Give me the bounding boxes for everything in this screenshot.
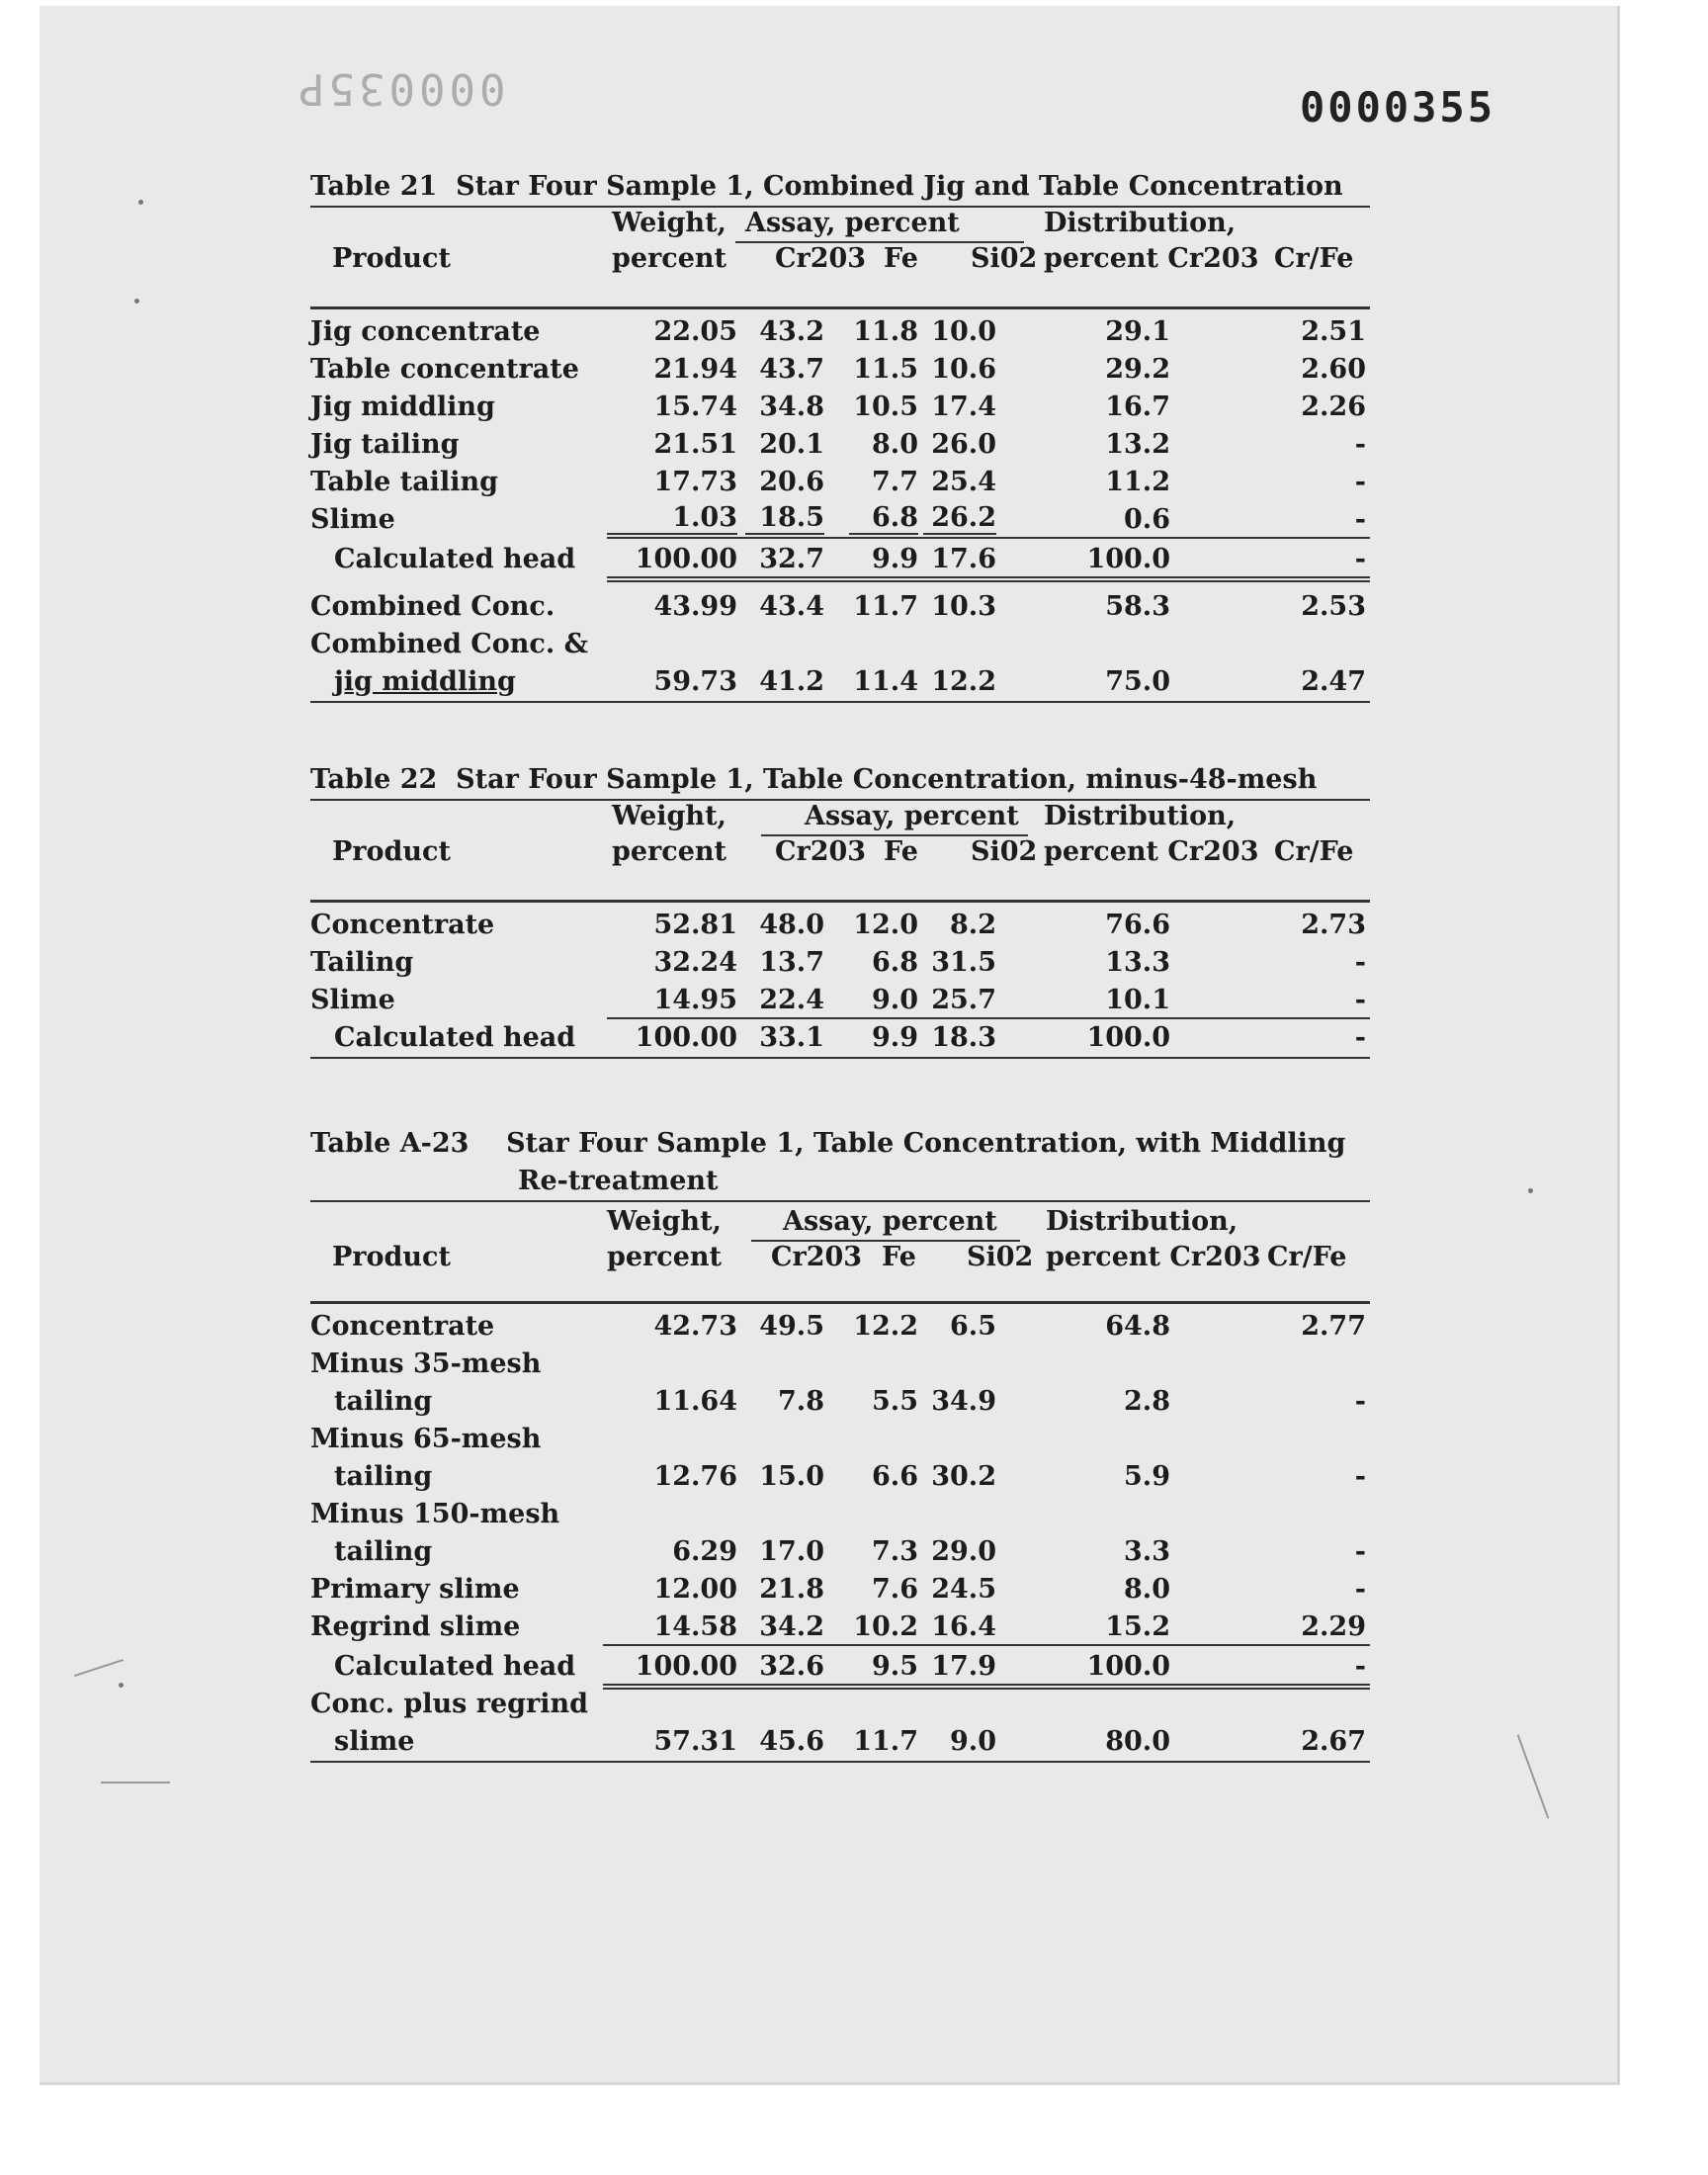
cell-product: Tailing <box>310 947 414 978</box>
cell-crfe: 2.60 <box>1301 354 1366 385</box>
cell-crfe: - <box>1354 1386 1366 1417</box>
cell-product-line1: Minus 35-mesh <box>310 1348 542 1379</box>
cell-cr2o3: 15.0 <box>759 1461 824 1492</box>
col-cr2o3: Cr203 <box>775 243 867 274</box>
table-row <box>310 1019 1370 1059</box>
cell-weight: 22.05 <box>653 316 737 347</box>
table-row <box>310 1496 1370 1571</box>
cell-crfe: 2.26 <box>1301 392 1366 422</box>
cell-fe: 11.5 <box>853 354 918 385</box>
cell-sio2: 10.3 <box>931 591 996 622</box>
cell-sio2: 8.2 <box>950 910 996 940</box>
table-21 <box>310 168 1370 703</box>
col-assay: Assay, percent <box>783 1206 997 1237</box>
cell-crfe: - <box>1354 1574 1366 1605</box>
cell-sio2: 10.0 <box>931 316 996 347</box>
cell-cr2o3: 32.6 <box>759 1651 824 1682</box>
cell-product-line1: Conc. plus regrind <box>310 1689 589 1719</box>
cell-crfe: - <box>1354 1536 1366 1567</box>
cell-weight: 1.03 <box>607 502 737 535</box>
cell-sio2: 24.5 <box>931 1574 996 1605</box>
cell-fe: 6.6 <box>872 1461 918 1492</box>
table-row <box>310 1571 1370 1609</box>
cell-product-line2: tailing <box>334 1386 433 1417</box>
cell-cr2o3: 45.6 <box>759 1726 824 1757</box>
cell-distribution: 58.3 <box>1105 591 1170 622</box>
cell-fe: 7.3 <box>872 1536 918 1567</box>
cell-product: Primary slime <box>310 1574 520 1605</box>
col-crfe: Cr/Fe <box>1274 836 1354 867</box>
cell-product-line1: Combined Conc. & <box>310 629 589 659</box>
cell-weight: 57.31 <box>653 1726 737 1757</box>
cell-weight: 100.00 <box>635 544 737 574</box>
cell-distribution: 16.7 <box>1105 392 1170 422</box>
cell-crfe: - <box>1354 544 1366 574</box>
cell-fe: 8.0 <box>872 429 918 460</box>
cell-sio2: 9.0 <box>950 1726 996 1757</box>
cell-crfe: - <box>1354 1651 1366 1682</box>
cell-cr2o3: 22.4 <box>759 985 824 1015</box>
cell-sio2: 18.3 <box>931 1022 996 1053</box>
cell-fe: 11.7 <box>853 591 918 622</box>
page-number: 0000355 <box>1300 83 1496 131</box>
cell-product: Slime <box>310 985 395 1015</box>
col-distribution-line2: percent Cr203 <box>1044 836 1259 867</box>
cell-weight: 14.95 <box>653 985 737 1015</box>
table-row <box>310 426 1370 464</box>
scan-speck <box>134 299 139 304</box>
scan-speck <box>138 200 143 205</box>
cell-cr2o3: 48.0 <box>759 910 824 940</box>
cell-product: Concentrate <box>310 1311 495 1342</box>
col-cr2o3: Cr203 <box>775 836 867 867</box>
table-row <box>310 626 1370 703</box>
cell-product-line1: Minus 150-mesh <box>310 1499 560 1529</box>
cell-distribution: 64.8 <box>1105 1311 1170 1342</box>
cell-product-line2: slime <box>334 1726 415 1757</box>
cell-cr2o3: 20.6 <box>759 467 824 497</box>
col-crfe: Cr/Fe <box>1267 1242 1347 1272</box>
table-label: Table A-23 <box>310 1128 470 1159</box>
cell-distribution: 13.2 <box>1105 429 1170 460</box>
cell-distribution: 0.6 <box>1124 504 1170 535</box>
cell-sio2: 31.5 <box>931 947 996 978</box>
cell-product: Calculated head <box>334 1022 576 1053</box>
table-row <box>310 539 1370 578</box>
cell-weight: 21.51 <box>653 429 737 460</box>
cell-crfe: 2.51 <box>1301 316 1366 347</box>
col-distribution-line1: Distribution, <box>1044 801 1237 831</box>
cell-cr2o3: 49.5 <box>759 1311 824 1342</box>
cell-cr2o3: 43.4 <box>759 591 824 622</box>
cell-product: Jig middling <box>310 392 495 422</box>
table-row <box>310 982 1370 1019</box>
cell-weight: 100.00 <box>635 1022 737 1053</box>
cell-product: Table tailing <box>310 467 498 497</box>
col-crfe: Cr/Fe <box>1274 243 1354 274</box>
col-assay: Assay, percent <box>745 208 960 238</box>
cell-crfe: 2.47 <box>1301 666 1366 697</box>
table-row <box>310 1686 1370 1763</box>
cell-cr2o3: 7.8 <box>778 1386 824 1417</box>
table-row <box>310 944 1370 982</box>
table-row <box>310 351 1370 389</box>
cell-cr2o3: 13.7 <box>759 947 824 978</box>
table-row <box>310 1421 1370 1496</box>
table-row <box>310 389 1370 426</box>
table-title-text: Star Four Sample 1, Table Concentration, minus-48-mesh <box>456 764 1318 795</box>
cell-weight: 15.74 <box>653 392 737 422</box>
cell-fe: 5.5 <box>872 1386 918 1417</box>
table-title-text: Star Four Sample 1, Combined Jig and Table Concentration <box>456 171 1343 202</box>
cell-product-line1: Minus 65-mesh <box>310 1424 542 1454</box>
cell-crfe: - <box>1354 1022 1366 1053</box>
cell-crfe: - <box>1354 467 1366 497</box>
cell-cr2o3: 21.8 <box>759 1574 824 1605</box>
cell-product: Concentrate <box>310 910 495 940</box>
cell-sio2: 17.4 <box>931 392 996 422</box>
cell-distribution: 10.1 <box>1105 985 1170 1015</box>
col-distribution-line2: percent Cr203 <box>1046 1242 1261 1272</box>
table-title-text: Star Four Sample 1, Table Concentration, with Middling <box>506 1128 1346 1159</box>
cell-fe: 9.9 <box>872 544 918 574</box>
cell-fe: 11.7 <box>853 1726 918 1757</box>
table-row <box>310 1346 1370 1421</box>
cell-fe: 10.5 <box>853 392 918 422</box>
cell-cr2o3: 18.5 <box>745 502 824 535</box>
cell-product: Jig concentrate <box>310 316 541 347</box>
cell-fe: 11.8 <box>853 316 918 347</box>
cell-crfe: 2.67 <box>1301 1726 1366 1757</box>
cell-product-line2: tailing <box>334 1461 433 1492</box>
col-weight-line2: percent <box>607 1242 723 1272</box>
cell-weight: 42.73 <box>653 1311 737 1342</box>
cell-fe: 6.8 <box>872 947 918 978</box>
cell-weight: 6.29 <box>672 1536 737 1567</box>
col-weight-line1: Weight, <box>612 208 726 238</box>
table-row <box>310 1304 1370 1346</box>
col-cr2o3: Cr203 <box>771 1242 863 1272</box>
cell-crfe: 2.29 <box>1301 1611 1366 1642</box>
table-header <box>310 1202 1370 1304</box>
table-row <box>310 1646 1370 1686</box>
cell-crfe: 2.53 <box>1301 591 1366 622</box>
cell-cr2o3: 43.7 <box>759 354 824 385</box>
col-sio2: Si02 <box>967 1242 1034 1272</box>
cell-weight: 11.64 <box>653 1386 737 1417</box>
table-22 <box>310 761 1370 1059</box>
cell-product: Table concentrate <box>310 354 579 385</box>
table-a-23 <box>310 1125 1370 1763</box>
scan-speck <box>119 1683 124 1688</box>
table-header <box>310 208 1370 309</box>
cell-fe: 9.0 <box>872 985 918 1015</box>
cell-distribution: 75.0 <box>1105 666 1170 697</box>
cell-cr2o3: 34.2 <box>759 1611 824 1642</box>
cell-sio2: 17.6 <box>931 544 996 574</box>
cell-sio2: 26.2 <box>923 502 996 535</box>
cell-crfe: - <box>1354 947 1366 978</box>
cell-weight: 14.58 <box>653 1611 737 1642</box>
cell-distribution: 2.8 <box>1124 1386 1170 1417</box>
col-assay: Assay, percent <box>805 801 1019 831</box>
cell-distribution: 29.2 <box>1105 354 1170 385</box>
pen-stroke <box>74 1659 124 1677</box>
cell-cr2o3: 34.8 <box>759 392 824 422</box>
cell-product-line2: tailing <box>334 1536 433 1567</box>
cell-distribution: 29.1 <box>1105 316 1170 347</box>
cell-cr2o3: 32.7 <box>759 544 824 574</box>
cell-cr2o3: 20.1 <box>759 429 824 460</box>
table-row <box>310 464 1370 501</box>
cell-fe: 10.2 <box>853 1611 918 1642</box>
col-weight-line1: Weight, <box>612 801 726 831</box>
table-row <box>310 1609 1370 1646</box>
cell-distribution: 11.2 <box>1105 467 1170 497</box>
mirrored-stamp: 000035P <box>295 63 506 114</box>
cell-sio2: 25.7 <box>931 985 996 1015</box>
cell-sio2: 12.2 <box>931 666 996 697</box>
cell-fe: 6.8 <box>849 502 918 535</box>
cell-distribution: 5.9 <box>1124 1461 1170 1492</box>
col-product: Product <box>332 836 451 867</box>
col-weight-line2: percent <box>612 243 727 274</box>
cell-cr2o3: 17.0 <box>759 1536 824 1567</box>
pen-stroke <box>101 1782 170 1784</box>
cell-sio2: 6.5 <box>950 1311 996 1342</box>
cell-crfe: - <box>1354 1461 1366 1492</box>
cell-weight: 43.99 <box>653 591 737 622</box>
col-fe: Fe <box>884 243 918 274</box>
cell-fe: 7.6 <box>872 1574 918 1605</box>
scan-speck <box>1528 1188 1533 1193</box>
cell-weight: 12.00 <box>653 1574 737 1605</box>
col-sio2: Si02 <box>971 243 1038 274</box>
cell-fe: 12.2 <box>853 1311 918 1342</box>
cell-crfe: - <box>1354 429 1366 460</box>
table-label: Table 21 <box>310 171 438 202</box>
cell-fe: 11.4 <box>853 666 918 697</box>
col-weight-line1: Weight, <box>607 1206 722 1237</box>
table-row <box>310 309 1370 351</box>
cell-distribution: 80.0 <box>1105 1726 1170 1757</box>
cell-weight: 12.76 <box>653 1461 737 1492</box>
col-fe: Fe <box>882 1242 916 1272</box>
table-row <box>310 501 1370 539</box>
cell-product: Calculated head <box>334 1651 576 1682</box>
col-weight-line2: percent <box>612 836 727 867</box>
cell-weight: 17.73 <box>653 467 737 497</box>
cell-crfe: - <box>1354 504 1366 535</box>
cell-cr2o3: 43.2 <box>759 316 824 347</box>
cell-distribution: 76.6 <box>1105 910 1170 940</box>
col-distribution-line1: Distribution, <box>1044 208 1237 238</box>
col-distribution-line1: Distribution, <box>1046 1206 1238 1237</box>
cell-fe: 12.0 <box>853 910 918 940</box>
cell-distribution: 100.0 <box>1086 544 1170 574</box>
cell-sio2: 26.0 <box>931 429 996 460</box>
cell-weight: 100.00 <box>635 1651 737 1682</box>
cell-product: Slime <box>310 504 395 535</box>
cell-crfe: - <box>1354 985 1366 1015</box>
cell-sio2: 34.9 <box>931 1386 996 1417</box>
cell-fe: 9.5 <box>872 1651 918 1682</box>
cell-fe: 9.9 <box>872 1022 918 1053</box>
cell-product-line2: jig middling <box>334 666 516 697</box>
table-row <box>310 578 1370 626</box>
cell-sio2: 16.4 <box>931 1611 996 1642</box>
cell-product: Jig tailing <box>310 429 460 460</box>
table-title <box>310 1125 1370 1202</box>
cell-weight: 21.94 <box>653 354 737 385</box>
table-title <box>310 168 1370 208</box>
table-title-line2: Re-treatment <box>518 1166 719 1196</box>
col-sio2: Si02 <box>971 836 1038 867</box>
cell-cr2o3: 33.1 <box>759 1022 824 1053</box>
cell-product: Combined Conc. <box>310 591 555 622</box>
cell-crfe: 2.77 <box>1301 1311 1366 1342</box>
cell-weight: 52.81 <box>653 910 737 940</box>
cell-sio2: 29.0 <box>931 1536 996 1567</box>
table-row <box>310 903 1370 944</box>
cell-sio2: 10.6 <box>931 354 996 385</box>
cell-distribution: 100.0 <box>1086 1651 1170 1682</box>
cell-product: Regrind slime <box>310 1611 521 1642</box>
col-product: Product <box>332 1242 451 1272</box>
cell-distribution: 3.3 <box>1124 1536 1170 1567</box>
cell-distribution: 8.0 <box>1124 1574 1170 1605</box>
cell-weight: 59.73 <box>653 666 737 697</box>
table-title <box>310 761 1370 801</box>
cell-sio2: 30.2 <box>931 1461 996 1492</box>
table-label: Table 22 <box>310 764 438 795</box>
cell-cr2o3: 41.2 <box>759 666 824 697</box>
cell-product: Calculated head <box>334 544 576 574</box>
table-header <box>310 801 1370 903</box>
cell-weight: 32.24 <box>653 947 737 978</box>
cell-distribution: 13.3 <box>1105 947 1170 978</box>
cell-fe: 7.7 <box>872 467 918 497</box>
cell-sio2: 17.9 <box>931 1651 996 1682</box>
col-product: Product <box>332 243 451 274</box>
pen-stroke <box>1517 1734 1550 1818</box>
cell-sio2: 25.4 <box>931 467 996 497</box>
cell-distribution: 100.0 <box>1086 1022 1170 1053</box>
cell-distribution: 15.2 <box>1105 1611 1170 1642</box>
col-fe: Fe <box>884 836 918 867</box>
cell-crfe: 2.73 <box>1301 910 1366 940</box>
col-distribution-line2: percent Cr203 <box>1044 243 1259 274</box>
